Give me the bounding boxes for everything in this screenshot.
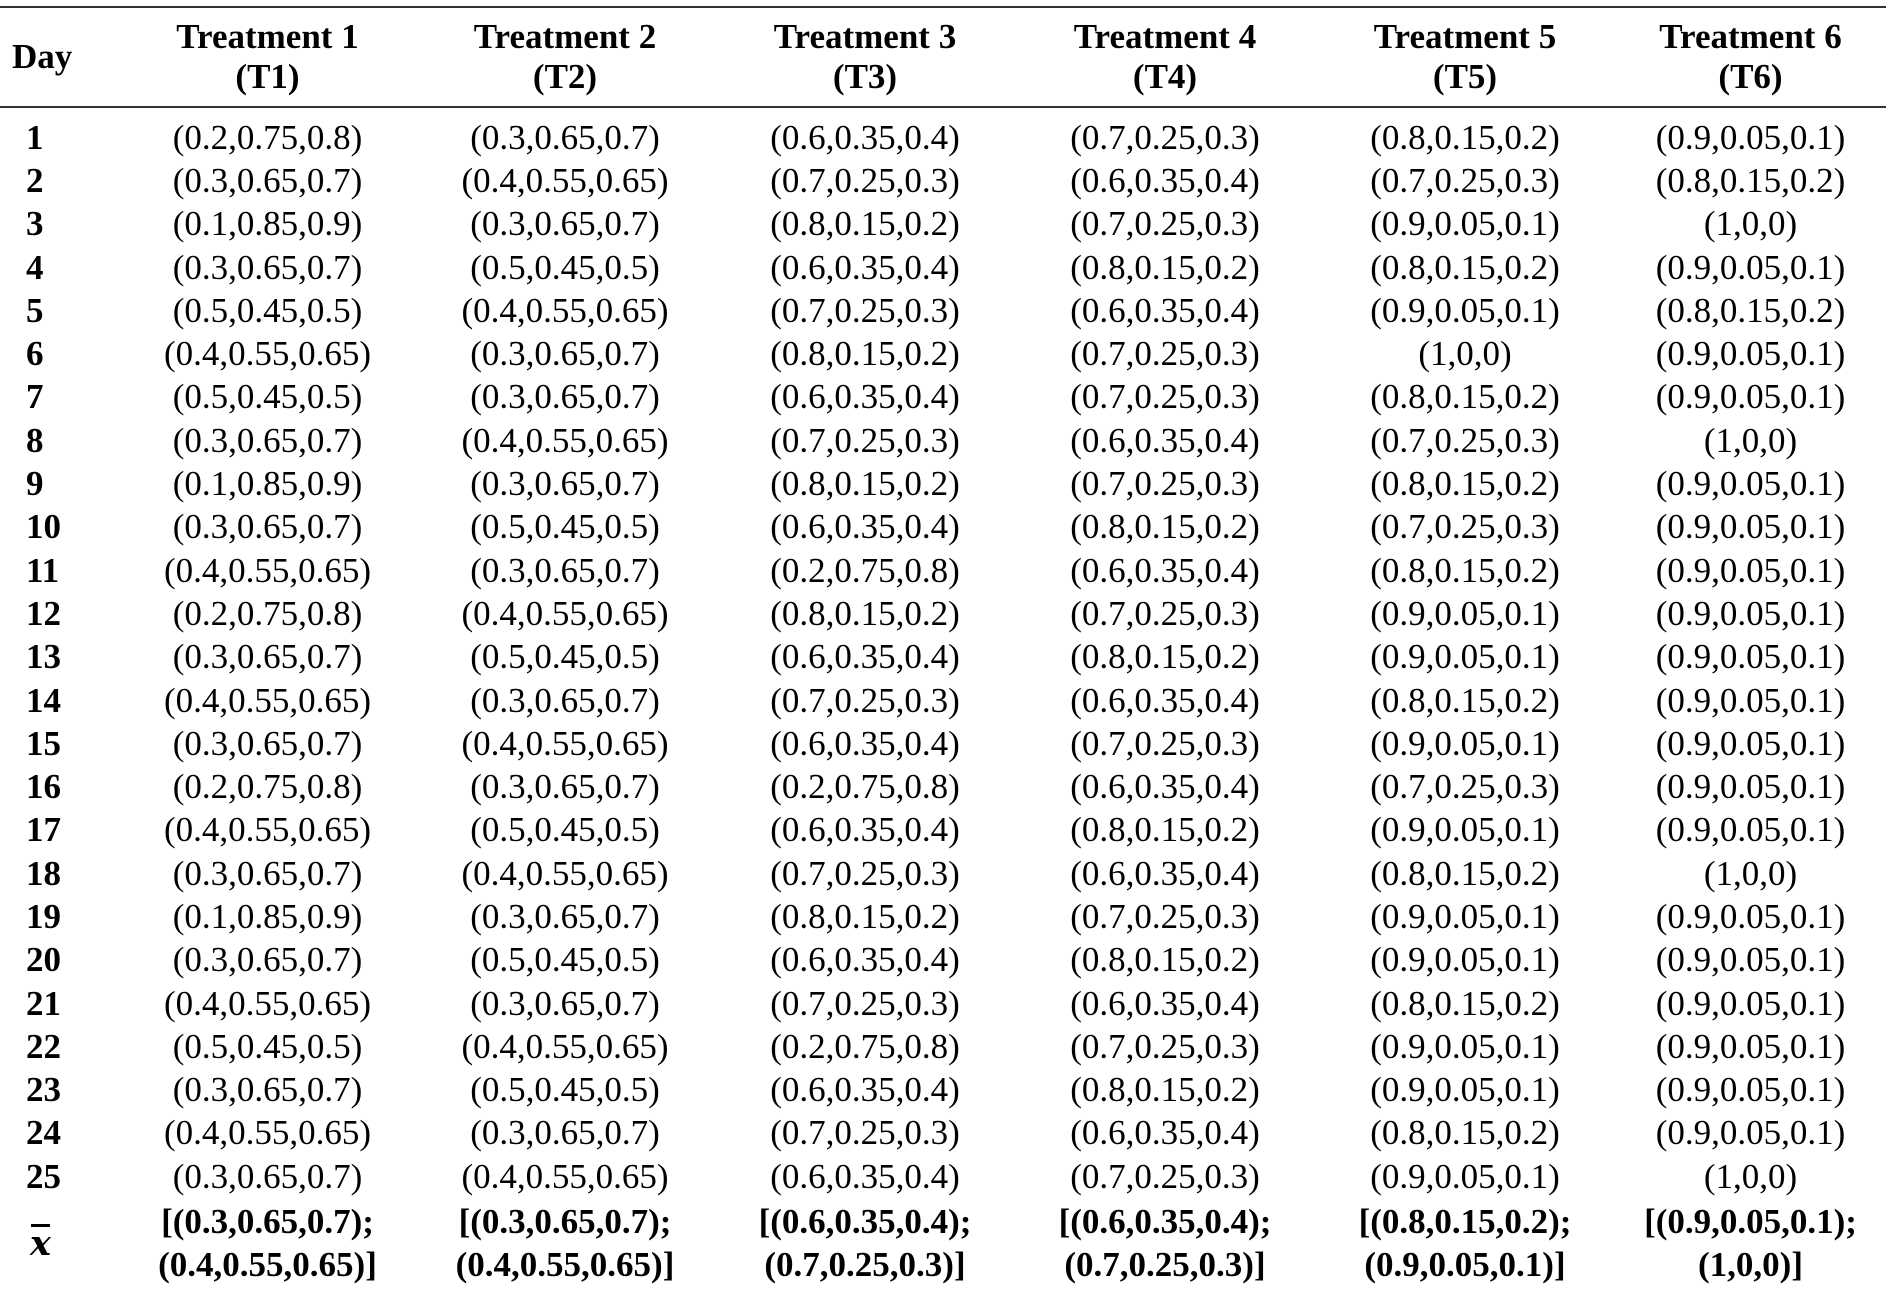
value-cell-t3: (0.6,0.35,0.4) xyxy=(770,247,960,287)
value-cell-t1: (0.4,0.55,0.65) xyxy=(163,1113,372,1153)
mean-line-2: (1,0,0)] xyxy=(1698,1245,1803,1285)
value-cell-t1: (0.3,0.65,0.7) xyxy=(172,1156,363,1196)
value-cell-t6: (0.9,0.05,0.1) xyxy=(1655,637,1846,677)
value-cell-t3: (0.8,0.15,0.2) xyxy=(770,464,960,504)
value-cell-t2: (0.3,0.65,0.7) xyxy=(470,767,660,807)
value-cell-t5: (0.8,0.15,0.2) xyxy=(1370,1113,1560,1153)
value-cell-t1: (0.2,0.75,0.8) xyxy=(172,593,363,633)
day-cell: 15 xyxy=(26,723,61,763)
header-treatment-6 xyxy=(1615,7,1886,107)
table-row xyxy=(0,107,1886,159)
value-cell-t4: (0.7,0.25,0.3) xyxy=(1070,896,1260,936)
day-cell: 9 xyxy=(26,464,44,504)
day-cell: 11 xyxy=(26,550,60,590)
day-cell: 6 xyxy=(26,334,44,374)
value-cell-t1: (0.4,0.55,0.65) xyxy=(163,550,372,590)
value-cell-t2: (0.5,0.45,0.5) xyxy=(470,1070,660,1110)
value-cell-t6: (0.9,0.05,0.1) xyxy=(1655,940,1846,980)
value-cell-t6: (0.9,0.05,0.1) xyxy=(1655,507,1846,547)
header-treatment-label: Treatment 4 xyxy=(1073,17,1257,56)
value-cell-t3: (0.6,0.35,0.4) xyxy=(770,723,960,763)
value-cell-t2: (0.4,0.55,0.65) xyxy=(461,723,669,763)
value-cell-t2: (0.3,0.65,0.7) xyxy=(470,377,660,417)
header-treatment-code: (T3) xyxy=(832,57,898,96)
table-row xyxy=(0,376,1886,419)
day-cell: 16 xyxy=(26,767,61,807)
value-cell-t6: (1,0,0) xyxy=(1703,204,1798,244)
value-cell-t3: (0.7,0.25,0.3) xyxy=(770,420,960,460)
value-cell-t5: (0.8,0.15,0.2) xyxy=(1370,853,1560,893)
value-cell-t6: (1,0,0) xyxy=(1703,1156,1798,1196)
value-cell-t2: (0.4,0.55,0.65) xyxy=(461,160,669,200)
value-cell-t5: (0.9,0.05,0.1) xyxy=(1370,204,1560,244)
value-cell-t1: (0.3,0.65,0.7) xyxy=(172,940,363,980)
value-cell-t3: (0.6,0.35,0.4) xyxy=(770,507,960,547)
mean-cell xyxy=(1015,1198,1315,1286)
value-cell-t2: (0.5,0.45,0.5) xyxy=(470,810,660,850)
header-treatment-code: (T1) xyxy=(235,57,300,96)
value-cell-t2: (0.5,0.45,0.5) xyxy=(470,637,660,677)
value-cell-t6: (0.9,0.05,0.1) xyxy=(1655,767,1846,807)
value-cell-t6: (0.9,0.05,0.1) xyxy=(1655,723,1846,763)
value-cell-t1: (0.3,0.65,0.7) xyxy=(172,1070,363,1110)
table-row xyxy=(0,506,1886,549)
value-cell-t6: (0.9,0.05,0.1) xyxy=(1655,550,1846,590)
value-cell-t4: (0.8,0.15,0.2) xyxy=(1070,940,1260,980)
value-cell-t6: (0.9,0.05,0.1) xyxy=(1655,464,1846,504)
day-cell: 3 xyxy=(26,204,44,244)
value-cell-t1: (0.3,0.65,0.7) xyxy=(172,247,363,287)
value-cell-t2: (0.3,0.65,0.7) xyxy=(470,1113,660,1153)
value-cell-t1: (0.3,0.65,0.7) xyxy=(172,160,363,200)
header-treatment-code: (T2) xyxy=(532,57,598,96)
day-cell: 24 xyxy=(26,1113,61,1153)
header-treatment-code: (T6) xyxy=(1718,57,1783,96)
value-cell-t2: (0.3,0.65,0.7) xyxy=(470,680,660,720)
table-row xyxy=(0,246,1886,289)
day-cell: 2 xyxy=(26,160,44,200)
header-treatment-5 xyxy=(1315,7,1615,107)
value-cell-t3: (0.2,0.75,0.8) xyxy=(770,550,960,590)
day-cell: 18 xyxy=(26,853,61,893)
value-cell-t3: (0.7,0.25,0.3) xyxy=(770,853,960,893)
value-cell-t6: (0.9,0.05,0.1) xyxy=(1655,377,1846,417)
header-treatment-3 xyxy=(715,7,1015,107)
value-cell-t4: (0.7,0.25,0.3) xyxy=(1070,204,1260,244)
value-cell-t6: (0.9,0.05,0.1) xyxy=(1655,680,1846,720)
value-cell-t1: (0.3,0.65,0.7) xyxy=(172,420,363,460)
value-cell-t5: (0.9,0.05,0.1) xyxy=(1370,896,1560,936)
table-row xyxy=(0,982,1886,1025)
value-cell-t6: (0.8,0.15,0.2) xyxy=(1655,160,1846,200)
value-cell-t4: (0.7,0.25,0.3) xyxy=(1070,723,1260,763)
value-cell-t2: (0.5,0.45,0.5) xyxy=(470,940,660,980)
value-cell-t4: (0.7,0.25,0.3) xyxy=(1070,593,1260,633)
value-cell-t2: (0.4,0.55,0.65) xyxy=(461,1026,669,1066)
day-cell: 20 xyxy=(26,940,61,980)
day-cell: 25 xyxy=(26,1156,61,1196)
value-cell-t4: (0.6,0.35,0.4) xyxy=(1070,853,1260,893)
value-cell-t6: (0.9,0.05,0.1) xyxy=(1655,810,1846,850)
value-cell-t6: (0.9,0.05,0.1) xyxy=(1655,983,1846,1023)
value-cell-t4: (0.6,0.35,0.4) xyxy=(1070,550,1260,590)
header-treatment-1 xyxy=(120,7,415,107)
value-cell-t2: (0.3,0.65,0.7) xyxy=(470,983,660,1023)
table-row xyxy=(0,549,1886,592)
header-treatment-label: Treatment 6 xyxy=(1659,17,1842,56)
day-cell: 14 xyxy=(26,680,61,720)
value-cell-t1: (0.4,0.55,0.65) xyxy=(163,810,372,850)
value-cell-t3: (0.8,0.15,0.2) xyxy=(770,896,960,936)
value-cell-t2: (0.5,0.45,0.5) xyxy=(470,507,660,547)
value-cell-t4: (0.8,0.15,0.2) xyxy=(1070,810,1260,850)
mean-line-1: [(0.6,0.35,0.4); xyxy=(758,1202,972,1242)
header-treatment-label: Treatment 1 xyxy=(176,17,359,56)
day-cell: 4 xyxy=(26,247,44,287)
value-cell-t4: (0.6,0.35,0.4) xyxy=(1070,680,1260,720)
value-cell-t5: (0.8,0.15,0.2) xyxy=(1370,247,1560,287)
mean-row xyxy=(0,1198,1886,1286)
day-cell: 7 xyxy=(26,377,44,417)
value-cell-t4: (0.7,0.25,0.3) xyxy=(1070,1156,1260,1196)
day-cell: 21 xyxy=(26,983,61,1023)
mean-cell xyxy=(120,1198,415,1286)
value-cell-t3: (0.8,0.15,0.2) xyxy=(770,334,960,374)
day-cell: 8 xyxy=(26,420,44,460)
value-cell-t5: (0.9,0.05,0.1) xyxy=(1370,723,1560,763)
value-cell-t1: (0.5,0.45,0.5) xyxy=(172,290,363,330)
table-container xyxy=(0,6,1886,1286)
header-day: Day xyxy=(12,37,73,76)
value-cell-t6: (0.9,0.05,0.1) xyxy=(1655,247,1846,287)
table-row xyxy=(0,722,1886,765)
value-cell-t3: (0.8,0.15,0.2) xyxy=(770,204,960,244)
table-row xyxy=(0,679,1886,722)
value-cell-t3: (0.7,0.25,0.3) xyxy=(770,290,960,330)
value-cell-t5: (0.9,0.05,0.1) xyxy=(1370,1156,1560,1196)
value-cell-t4: (0.8,0.15,0.2) xyxy=(1070,507,1260,547)
value-cell-t3: (0.6,0.35,0.4) xyxy=(770,117,960,157)
header-treatment-label: Treatment 5 xyxy=(1373,17,1557,56)
value-cell-t5: (0.9,0.05,0.1) xyxy=(1370,940,1560,980)
table-row xyxy=(0,1112,1886,1155)
value-cell-t6: (0.9,0.05,0.1) xyxy=(1655,1113,1846,1153)
value-cell-t1: (0.4,0.55,0.65) xyxy=(163,680,372,720)
header-treatment-code: (T5) xyxy=(1432,57,1498,96)
day-cell: 19 xyxy=(26,896,61,936)
value-cell-t5: (0.8,0.15,0.2) xyxy=(1370,983,1560,1023)
mean-x-bar-symbol: x xyxy=(30,1222,51,1264)
value-cell-t2: (0.3,0.65,0.7) xyxy=(470,204,660,244)
mean-line-2: (0.7,0.25,0.3)] xyxy=(764,1245,966,1285)
value-cell-t6: (0.9,0.05,0.1) xyxy=(1655,896,1846,936)
mean-cell xyxy=(1315,1198,1615,1286)
value-cell-t2: (0.5,0.45,0.5) xyxy=(470,247,660,287)
value-cell-t2: (0.4,0.55,0.65) xyxy=(461,1156,669,1196)
value-cell-t1: (0.3,0.65,0.7) xyxy=(172,507,363,547)
table-row xyxy=(0,203,1886,246)
value-cell-t3: (0.6,0.35,0.4) xyxy=(770,637,960,677)
value-cell-t6: (0.9,0.05,0.1) xyxy=(1655,593,1846,633)
value-cell-t4: (0.6,0.35,0.4) xyxy=(1070,160,1260,200)
value-cell-t2: (0.3,0.65,0.7) xyxy=(470,550,660,590)
value-cell-t2: (0.4,0.55,0.65) xyxy=(461,853,669,893)
value-cell-t3: (0.2,0.75,0.8) xyxy=(770,1026,960,1066)
header-row xyxy=(0,7,1886,107)
value-cell-t2: (0.4,0.55,0.65) xyxy=(461,593,669,633)
value-cell-t6: (0.9,0.05,0.1) xyxy=(1655,117,1846,157)
value-cell-t3: (0.7,0.25,0.3) xyxy=(770,1113,960,1153)
value-cell-t3: (0.6,0.35,0.4) xyxy=(770,377,960,417)
value-cell-t4: (0.7,0.25,0.3) xyxy=(1070,334,1260,374)
value-cell-t1: (0.3,0.65,0.7) xyxy=(172,637,363,677)
value-cell-t5: (0.7,0.25,0.3) xyxy=(1370,767,1560,807)
table-row xyxy=(0,592,1886,635)
table-row xyxy=(0,809,1886,852)
value-cell-t4: (0.6,0.35,0.4) xyxy=(1070,767,1260,807)
value-cell-t1: (0.3,0.65,0.7) xyxy=(172,853,363,893)
day-cell: 17 xyxy=(26,810,61,850)
value-cell-t6: (0.9,0.05,0.1) xyxy=(1655,334,1846,374)
value-cell-t4: (0.6,0.35,0.4) xyxy=(1070,420,1260,460)
value-cell-t5: (0.7,0.25,0.3) xyxy=(1370,507,1560,547)
header-treatment-label: Treatment 2 xyxy=(473,17,657,56)
table-row xyxy=(0,852,1886,895)
value-cell-t6: (0.8,0.15,0.2) xyxy=(1655,290,1846,330)
header-treatment-4 xyxy=(1015,7,1315,107)
value-cell-t3: (0.6,0.35,0.4) xyxy=(770,810,960,850)
mean-line-2: (0.9,0.05,0.1)] xyxy=(1364,1245,1566,1285)
value-cell-t4: (0.7,0.25,0.3) xyxy=(1070,1026,1260,1066)
mean-line-2: (0.4,0.55,0.65)] xyxy=(455,1245,675,1285)
value-cell-t2: (0.4,0.55,0.65) xyxy=(461,290,669,330)
value-cell-t5: (0.9,0.05,0.1) xyxy=(1370,593,1560,633)
day-cell: 23 xyxy=(26,1070,61,1110)
value-cell-t1: (0.4,0.55,0.65) xyxy=(163,334,372,374)
value-cell-t5: (0.9,0.05,0.1) xyxy=(1370,637,1560,677)
day-cell: 10 xyxy=(26,507,61,547)
value-cell-t3: (0.7,0.25,0.3) xyxy=(770,680,960,720)
value-cell-t4: (0.8,0.15,0.2) xyxy=(1070,1070,1260,1110)
value-cell-t4: (0.7,0.25,0.3) xyxy=(1070,464,1260,504)
table-row xyxy=(0,895,1886,938)
table-row xyxy=(0,1069,1886,1112)
value-cell-t5: (0.7,0.25,0.3) xyxy=(1370,160,1560,200)
value-cell-t1: (0.1,0.85,0.9) xyxy=(172,896,363,936)
value-cell-t2: (0.3,0.65,0.7) xyxy=(470,117,660,157)
value-cell-t3: (0.7,0.25,0.3) xyxy=(770,160,960,200)
table-row xyxy=(0,765,1886,808)
value-cell-t5: (1,0,0) xyxy=(1418,334,1512,374)
value-cell-t1: (0.5,0.45,0.5) xyxy=(172,377,363,417)
mean-cell xyxy=(1615,1198,1886,1286)
day-cell: 5 xyxy=(26,290,44,330)
value-cell-t3: (0.7,0.25,0.3) xyxy=(770,983,960,1023)
mean-cell xyxy=(415,1198,715,1286)
value-cell-t5: (0.8,0.15,0.2) xyxy=(1370,550,1560,590)
value-cell-t1: (0.1,0.85,0.9) xyxy=(172,464,363,504)
value-cell-t6: (0.9,0.05,0.1) xyxy=(1655,1070,1846,1110)
value-cell-t5: (0.8,0.15,0.2) xyxy=(1370,117,1560,157)
table-row xyxy=(0,419,1886,462)
value-cell-t5: (0.8,0.15,0.2) xyxy=(1370,464,1560,504)
value-cell-t4: (0.7,0.25,0.3) xyxy=(1070,377,1260,417)
header-treatment-2 xyxy=(415,7,715,107)
table-row xyxy=(0,332,1886,375)
day-cell: 22 xyxy=(26,1026,61,1066)
value-cell-t1: (0.5,0.45,0.5) xyxy=(172,1026,363,1066)
table-row xyxy=(0,939,1886,982)
value-cell-t3: (0.8,0.15,0.2) xyxy=(770,593,960,633)
table-row xyxy=(0,289,1886,332)
value-cell-t1: (0.2,0.75,0.8) xyxy=(172,767,363,807)
value-cell-t2: (0.3,0.65,0.7) xyxy=(470,334,660,374)
value-cell-t3: (0.6,0.35,0.4) xyxy=(770,940,960,980)
value-cell-t6: (1,0,0) xyxy=(1703,853,1798,893)
header-treatment-label: Treatment 3 xyxy=(773,17,957,56)
value-cell-t5: (0.9,0.05,0.1) xyxy=(1370,290,1560,330)
value-cell-t1: (0.2,0.75,0.8) xyxy=(172,117,363,157)
value-cell-t2: (0.4,0.55,0.65) xyxy=(461,420,669,460)
mean-line-2: (0.7,0.25,0.3)] xyxy=(1064,1245,1266,1285)
mean-line-2: (0.4,0.55,0.65)] xyxy=(158,1245,377,1285)
table-row xyxy=(0,462,1886,505)
value-cell-t4: (0.6,0.35,0.4) xyxy=(1070,1113,1260,1153)
mean-cell xyxy=(715,1198,1015,1286)
value-cell-t1: (0.4,0.55,0.65) xyxy=(163,983,372,1023)
header-treatment-code: (T4) xyxy=(1132,57,1198,96)
day-cell: 12 xyxy=(26,593,61,633)
value-cell-t2: (0.3,0.65,0.7) xyxy=(470,896,660,936)
value-cell-t4: (0.6,0.35,0.4) xyxy=(1070,290,1260,330)
value-cell-t1: (0.1,0.85,0.9) xyxy=(172,204,363,244)
value-cell-t5: (0.8,0.15,0.2) xyxy=(1370,377,1560,417)
value-cell-t5: (0.9,0.05,0.1) xyxy=(1370,1026,1560,1066)
value-cell-t3: (0.6,0.35,0.4) xyxy=(770,1070,960,1110)
mean-line-1: [(0.6,0.35,0.4); xyxy=(1058,1202,1272,1242)
value-cell-t4: (0.7,0.25,0.3) xyxy=(1070,117,1260,157)
value-cell-t4: (0.8,0.15,0.2) xyxy=(1070,247,1260,287)
mean-line-1: [(0.9,0.05,0.1); xyxy=(1644,1202,1857,1242)
value-cell-t1: (0.3,0.65,0.7) xyxy=(172,723,363,763)
value-cell-t4: (0.6,0.35,0.4) xyxy=(1070,983,1260,1023)
value-cell-t2: (0.3,0.65,0.7) xyxy=(470,464,660,504)
value-cell-t5: (0.9,0.05,0.1) xyxy=(1370,1070,1560,1110)
value-cell-t6: (1,0,0) xyxy=(1703,420,1798,460)
mean-symbol xyxy=(0,1198,120,1286)
mean-line-1: [(0.8,0.15,0.2); xyxy=(1358,1202,1572,1242)
value-cell-t5: (0.7,0.25,0.3) xyxy=(1370,420,1560,460)
day-cell: 1 xyxy=(26,117,44,157)
mean-line-1: [(0.3,0.65,0.7); xyxy=(161,1202,374,1242)
table-row xyxy=(0,1025,1886,1068)
value-cell-t5: (0.9,0.05,0.1) xyxy=(1370,810,1560,850)
value-cell-t5: (0.8,0.15,0.2) xyxy=(1370,680,1560,720)
mean-line-1: [(0.3,0.65,0.7); xyxy=(458,1202,672,1242)
table-body xyxy=(0,107,1886,1286)
table-row xyxy=(0,636,1886,679)
table-row xyxy=(0,159,1886,202)
value-cell-t6: (0.9,0.05,0.1) xyxy=(1655,1026,1846,1066)
value-cell-t4: (0.8,0.15,0.2) xyxy=(1070,637,1260,677)
day-cell: 13 xyxy=(26,637,61,677)
table-row xyxy=(0,1155,1886,1198)
treatment-table xyxy=(0,6,1886,1286)
value-cell-t3: (0.2,0.75,0.8) xyxy=(770,767,960,807)
value-cell-t3: (0.6,0.35,0.4) xyxy=(770,1156,960,1196)
